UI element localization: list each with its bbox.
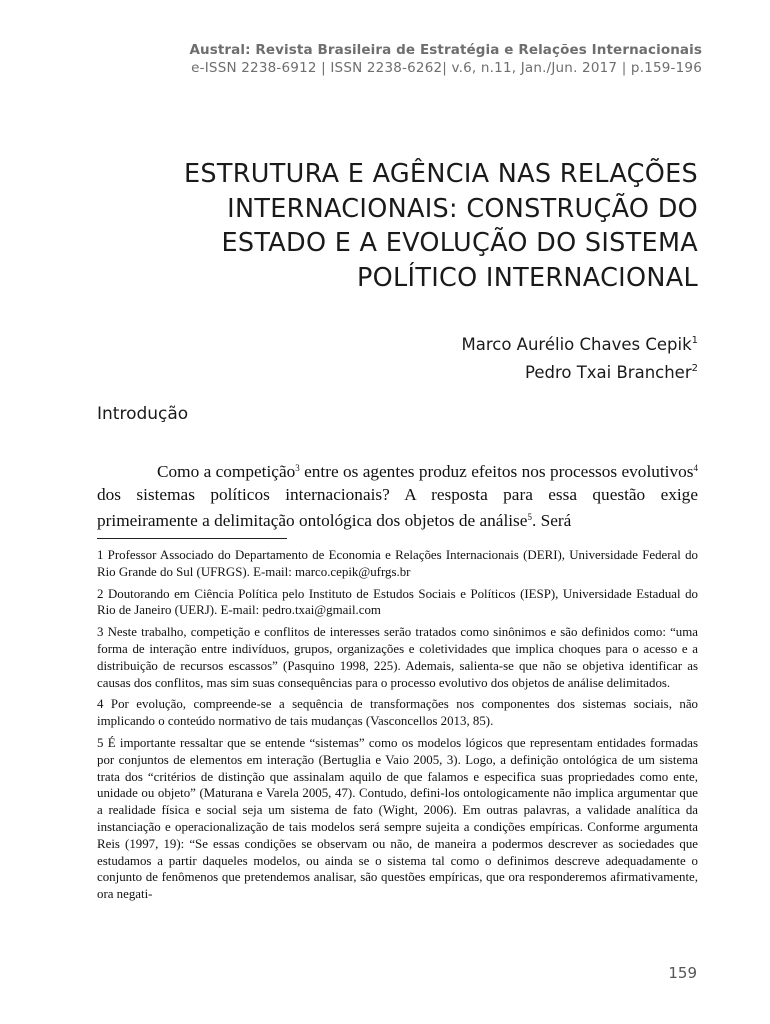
footnote-ref[interactable]: 5 <box>527 512 532 522</box>
title-line-4: POLÍTICO INTERNACIONAL <box>356 262 698 293</box>
issn-line: e-ISSN 2238-6912 | ISSN 2238-6262| v.6, n.11, Jan./Jun. 2017 | p.159-196 <box>191 60 702 76</box>
footnote-4: 4 Por evolução, compreende-se a sequência de transformações nos componentes dos sistemas sociais, não implicando o conteúdo normativo de tais mudanças (Vasconcellos 2013, 85). <box>97 697 698 729</box>
author-name: Pedro Txai Brancher <box>524 363 692 382</box>
journal-name: Austral: Revista Brasileira de Estratégia e Relações Internacionais <box>189 42 702 58</box>
footnote-2: 2 Doutorando em Ciência Política pelo Instituto de Estudos Sociais e Políticos (IESP), Universidade Estadual do Rio de Janeiro (UERJ). E-mail: pedro.txai@gmail.com <box>97 586 698 618</box>
title-line-1: ESTRUTURA E AGÊNCIA NAS RELAÇÕES <box>184 159 698 189</box>
footnote-1: 1 Professor Associado do Departamento de Economia e Relações Internacionais (DERI), Universidade Federal do Rio Grande do Sul (UFRGS). E-mail: marco.cepik@ufrgs.br <box>97 548 698 579</box>
author-list <box>461 329 698 385</box>
author-name: Marco Aurélio Chaves Cepik <box>461 335 692 354</box>
section-heading: Introdução <box>97 404 189 424</box>
author-2 <box>461 357 698 385</box>
author-1 <box>461 329 698 357</box>
body-paragraph: Como a competição$^3$ entre os agentes produz efeitos nos processos evolutivos$^4$ dos sistemas políticos internacionais? A resposta para essa questão exige primeiramente a delimitação ontológica dos objetos de análise$^5$. Será <box>97 462 698 530</box>
journal-header <box>189 41 702 77</box>
footnote-ref[interactable]: 2 <box>691 363 698 374</box>
page-number: 159 <box>668 964 697 982</box>
title-line-3: ESTADO E A EVOLUÇÃO DO SISTEMA <box>221 228 698 258</box>
footnote-divider <box>97 538 287 539</box>
footnote-ref[interactable]: 3 <box>295 463 300 473</box>
article-title <box>98 157 698 295</box>
footnote-3: 3 Neste trabalho, competição e conflitos de interesses serão tratados como sinônimos e são definidos como: “uma forma de interação entre indivíduos, grupos, organizações e coletividades que implica choques para o acesso e a distribuição de recursos escassos” (Pasquino 1998, 225). Ademais, salienta-se que não se objetiva identificar as causas dos conflitos, mas sim suas consequências para o processo evolutivo dos objetos de análise delimitados. <box>97 625 698 690</box>
footnote-ref[interactable]: 1 <box>691 335 698 346</box>
title-line-2: INTERNACIONAIS: CONSTRUÇÃO DO <box>227 193 698 224</box>
footnotes <box>97 547 698 908</box>
footnote-ref[interactable]: 4 <box>693 463 698 473</box>
footnote-5: 5 É importante ressaltar que se entende “sistemas” como os modelos lógicos que representam entidades formadas por conjuntos de elementos em interação (Bertuglia e Vaio 2005, 3). Logo, a definição ontológica de um sistema trata dos “critérios de distinção que assinalam aquilo de que falamos e especifica suas propriedades como ente, unidade ou objeto” (Maturana e Varela 2005, 47). Contudo, defini-los ontologicamente não implica argumentar que a realidade física e social seja um sistema de fato (Wight, 2006). Em outras palavras, a validade analítica da instanciação e operacionalização de tais modelos será sempre sujeita a condições empíricas. Conforme argumenta Reis (1997, 19): “Se essas condições se observam ou não, de maneira a podermos descrever as sociedades que estudamos a partir daqueles modelos, ou ainda se o sistema tal como o definimos descreve adequadamente o conjunto de fenômenos que pretendemos analisar, são questões empíricas, que ora responderemos afirmativamente, ora negati- <box>97 735 698 902</box>
